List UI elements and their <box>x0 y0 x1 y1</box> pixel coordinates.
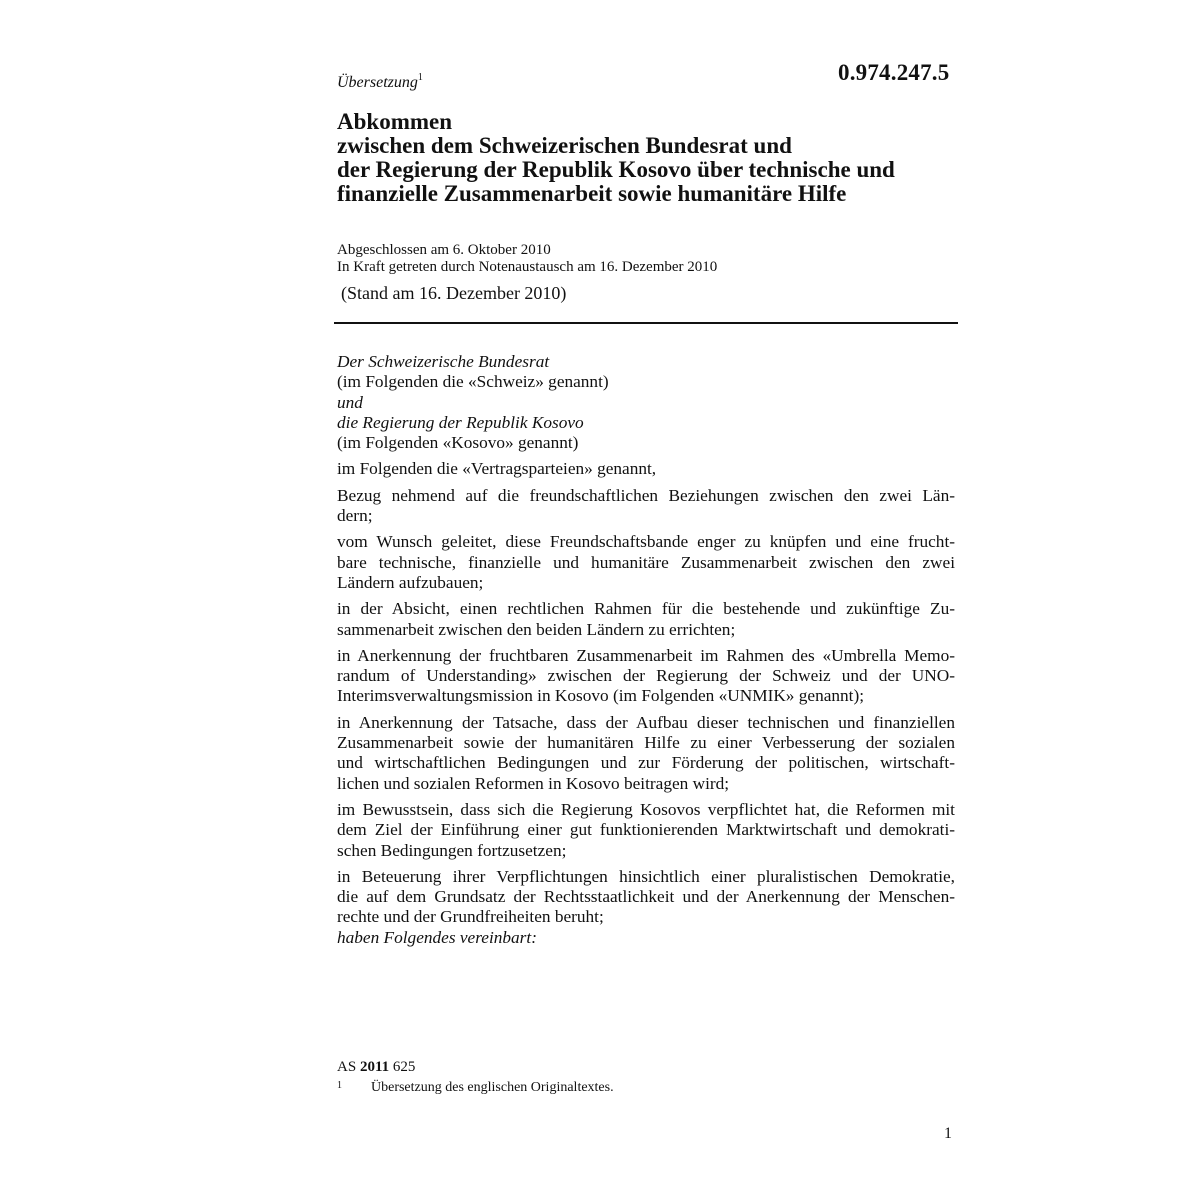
text-line: Ländern aufzubauen; <box>337 572 484 592</box>
text-line: Interimsverwaltungsmission in Kosovo (im Folgenden «UNMIK» genannt); <box>337 686 865 706</box>
in-force-date: In Kraft getreten durch Notenaustausch am 16. Dezember 2010 <box>337 259 718 275</box>
text-line: rechte und der Grundfreiheiten beruht; <box>337 907 604 927</box>
translation-label: Übersetzung$^1$ <box>337 72 423 91</box>
closing-formula: haben Folgendes vereinbart: <box>337 927 537 947</box>
text-line: vom Wunsch geleitet, diese Freundschaftsbande enger zu knüpfen und eine frucht- <box>337 532 955 552</box>
concluded-date: Abgeschlossen am 6. Oktober 2010 <box>337 242 551 258</box>
party-swiss: Der Schweizerische Bundesrat <box>337 352 550 371</box>
text-line: in Beteuerung ihrer Verpflichtungen hinsichtlich einer pluralistischen Demokratie, <box>337 866 955 886</box>
official-collection-ref <box>337 1059 415 1076</box>
text-line: dern; <box>337 506 373 526</box>
recital-paragraph <box>337 599 955 640</box>
conjunction: und <box>337 392 363 412</box>
party-swiss-note: (im Folgenden die «Schweiz» genannt) <box>337 372 609 392</box>
title-line: finanzielle Zusammenarbeit sowie humanitäre Hilfe <box>337 181 847 206</box>
text-line: Zusammenarbeit sowie der humanitären Hilfe zu einer Verbesserung der sozialen <box>337 733 955 753</box>
recital-paragraph <box>337 532 955 593</box>
title-line: Abkommen <box>337 109 453 134</box>
text-line: schen Bedingungen fortzusetzen; <box>337 840 567 860</box>
page-number: 1 <box>944 1125 952 1142</box>
text-line: in Anerkennung der fruchtbaren Zusammenarbeit im Rahmen des «Umbrella Memo- <box>337 645 955 665</box>
parties-definition: im Folgenden die «Vertragsparteien» genannt, <box>337 459 657 479</box>
as-year: 2011 <box>359 1059 390 1075</box>
document-title <box>337 110 967 206</box>
footnote-number: 1 <box>337 1080 342 1091</box>
text-line: in Anerkennung der Tatsache, dass der Aufbau dieser technischen und finanziellen <box>337 712 955 732</box>
title-line: zwischen dem Schweizerischen Bundesrat und <box>337 133 792 158</box>
party-kosovo-note: (im Folgenden «Kosovo» genannt) <box>337 433 579 453</box>
recital-paragraph <box>337 713 955 794</box>
footnote-ref: 1 <box>417 72 423 83</box>
conclusion-info <box>337 242 717 276</box>
text-line: lichen und sozialen Reformen in Kosovo beitragen wird; <box>337 773 730 793</box>
text-line: Bezug nehmend auf die freundschaftlichen Beziehungen zwischen den zwei Län- <box>337 485 955 505</box>
text-line: und wirtschaftlichen Bedingungen und zur Förderung der politischen, wirtschaft- <box>337 753 955 773</box>
footnote-text: Übersetzung des englischen Originaltextes. <box>371 1080 614 1095</box>
recital-paragraph <box>337 646 955 707</box>
text-line: randum of Understanding» zwischen der Regierung der Schweiz und der UNO- <box>337 666 955 686</box>
text-line: im Bewusstsein, dass sich die Regierung Kosovos verpflichtet hat, die Reformen mit <box>337 799 955 819</box>
status-date: (Stand am 16. Dezember 2010) <box>341 283 567 303</box>
text-line: dem Ziel der Einführung einer gut funktionierenden Marktwirtschaft und demokrati- <box>337 820 955 840</box>
title-line: der Regierung der Republik Kosovo über technische und <box>337 157 895 182</box>
text-line: in der Absicht, einen rechtlichen Rahmen für die bestehende und zukünftige Zu- <box>337 599 955 619</box>
as-page: 625 <box>392 1059 416 1075</box>
recital-paragraph <box>337 486 955 527</box>
text-line: sammenarbeit zwischen den beiden Ländern zu errichten; <box>337 619 736 639</box>
preamble <box>337 352 955 948</box>
as-prefix: AS <box>337 1059 357 1075</box>
footnote <box>337 1080 614 1096</box>
divider <box>334 322 958 324</box>
recital-paragraph <box>337 800 955 861</box>
recital-paragraph <box>337 867 955 928</box>
sr-number: 0.974.247.5 <box>838 60 950 85</box>
text-line: bare technische, finanzielle und humanitäre Zusammenarbeit zwischen den zwei <box>337 552 955 572</box>
party-kosovo: die Regierung der Republik Kosovo <box>337 412 584 432</box>
text-line: die auf dem Grundsatz der Rechtsstaatlichkeit und der Anerkennung der Menschen- <box>337 887 955 907</box>
